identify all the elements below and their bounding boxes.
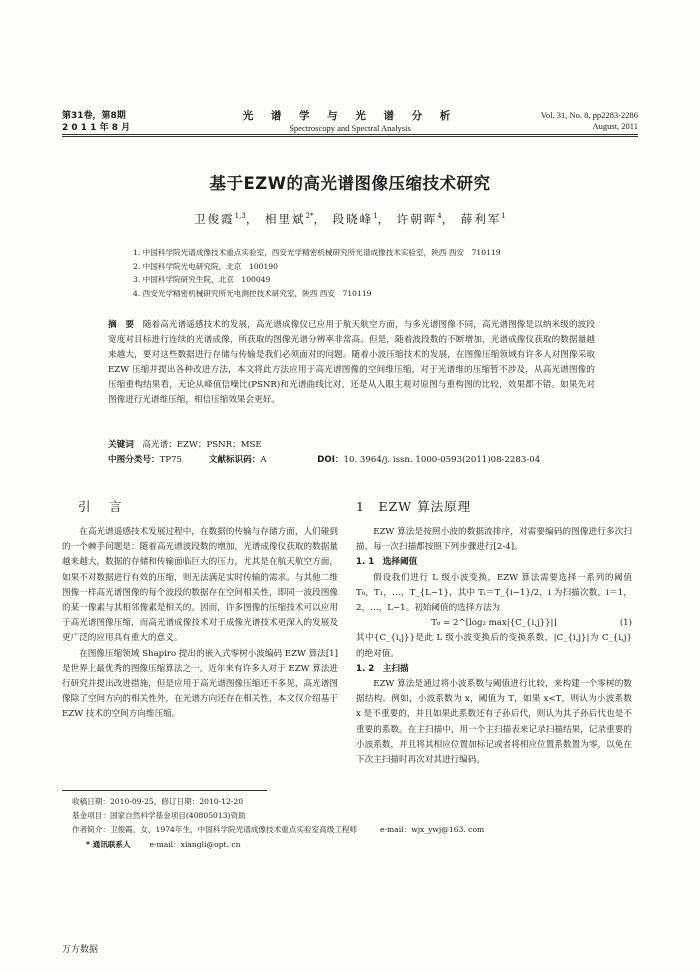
abstract-text: 随着高光谱遥感技术的发展，高光谱成像仪已应用于航天航空方面，与多光谱图像不同，高光谱图像是以纳米级的波段宽度对目标进行连续的光谱成像，所获取的图像光谱分辨率非常高。但是，随着波段数的不断增加，光谱成像仪获取的数据量越来越大，要对这些数据进行存储与传输是我们必须面对的问题。随着小波压缩技术的发展，在图像压缩领域有许多人对图像采取 EZW 压缩并提出各种改进方法，本文将此方法应用于高光谱图像的空间维压缩，对于光谱维的压缩暂不涉及，从高光谱图像的压缩重构结果看，无论从峰值信噪比(PSNR)和光谱曲线比对，还是从人眼主观对原图与重构图的比较，效果都不错。如果先对图像进行光谱维压缩，相信压缩效果会更好。 <box>108 320 595 406</box>
author: 卫俊霞$^{1,3}$ <box>194 212 246 226</box>
footnote-bio <box>72 823 632 837</box>
ezw-paragraph-2: 假设我们进行 L 级小波变换，EZW 算法需要选择一系列的阈值 T₀，T₁，…，T_{L−1}，其中 Tᵢ＝T_{i−1}/2，i 为扫描次数，i＝1，2，…，L−1。初始阈值的选择方法为 <box>356 572 632 614</box>
journal-title-en: Spectroscopy and Spectral Analysis <box>289 123 411 133</box>
affiliation: 3. 中国科学院研究生院，北京 100049 <box>133 275 271 284</box>
affiliation: 2. 中国科学院光电研究院，北京 100190 <box>133 261 278 271</box>
intro-paragraph-2: 在图像压缩领域 Shapiro 提出的嵌入式零树小波编码 EZW 算法[1]是世界上最优秀的图像压缩算法之一。近年来有许多人对于 EZW 算法进行研究并提出改进措施，但是应用于高光谱图像压缩还不多见，高光谱图像除了空间方向的相关性外，在光谱方向还存在相关性，本文仅介绍基于 EZW 技术的空间方向维压缩。 <box>62 648 338 720</box>
author-list: 卫俊霞$^{1,3}$， 相里斌$^{2*}$， 段晓峰$^1$， 许朝晖$^4$， 薛利军$^1$ <box>194 212 506 226</box>
footnote-corresponding-email: e-mail：xiangli@opt. cn <box>149 839 241 849</box>
footnote-received: 收稿日期：2010-09-25，修订日期：2010-12-20 <box>72 797 244 806</box>
author: 许朝晖$^4$ <box>396 212 442 226</box>
ezw-paragraph-3: 其中{C_{i,j}}是此 L 级小波变换后的变换系数，|C_{i,j}|为 C_{i,j} 的绝对值。 <box>356 633 632 659</box>
header-volume <box>62 110 130 134</box>
subsection-threshold: 1. 1 选择阈值 <box>356 557 418 568</box>
header-volume-en: Vol. 31, No. 8, pp2283-2286 <box>540 110 638 120</box>
header-rule-2 <box>62 136 638 137</box>
subsection-main-scan: 1. 2 主扫描 <box>356 663 409 674</box>
section-heading-ezw: 1 EZW 算法原理 <box>356 499 472 514</box>
footnote-bio-email: e-mail：wjx_ywj@163. com <box>379 825 485 835</box>
footnote-corresponding-label: * 通讯联系人 <box>86 839 131 849</box>
left-column <box>62 525 338 723</box>
affiliation: 4. 西安光学精密机械研究所光电测控技术研究室，陕西 西安 710119 <box>133 288 372 298</box>
affiliation: 1. 中国科学院光谱成像技术重点实验室，西安光学精密机械研究所光谱成像技术实验室，陕西 西安 710119 <box>133 248 501 257</box>
equation-1-body: T₀ = 2^⌊log₂ max|{C_{i,j}}|⌋ <box>431 618 557 629</box>
author: 薛利军$^1$ <box>460 212 506 226</box>
author: 段晓峰$^1$ <box>332 212 378 226</box>
footnote-rule <box>62 790 267 791</box>
right-column <box>356 525 632 768</box>
header-date-en: August, 2011 <box>592 121 638 131</box>
affiliations <box>133 246 613 300</box>
keywords-block <box>108 438 595 468</box>
footnote-fund: 基金项目：国家自然科学基金项目(40805013)资助 <box>72 811 246 821</box>
footnotes <box>72 795 632 852</box>
intro-paragraph-1: 在高光谱遥感技术发展过程中，在数据的传输与存储方面，人们碰到的一个棘手问题是：随着高光谱波段数的增加，光谱成像仪获取的数据量越来越大，数据的存储和传输面临巨大的压力，尤其是在航天航空方面，如果不对数据进行有效的压缩，则无法满足实时传输的需求。与其他二维图像一样高光谱图像的每个波段的数据存在空间相关性，即同一波段图像的某一像素与其相邻像素是相关的。因而，许多图像的压缩技术可以应用于高光谱图像压缩，而高光谱成像技术对于成像光谱技术更深入的发展及更广泛的应用具有重大的意义。 <box>62 527 338 644</box>
section-heading-intro: 引 言 <box>78 499 125 514</box>
ezw-paragraph-4: EZW 算法是通过将小波系数与阈值进行比较，来构建一个零树的数据结构。例如，小波系数为 x，阈值为 T，如果 x<T，则认为小波系数 x 是不重要的，并且如果此系数还有子孙后代，则认为其子孙后代也是不重要的系数。在主扫描中，用一个主扫描表来记录扫描结果，记录重要的小波系数，并且将其相应位置加标记或者将相应位置系数置为零，以免在下次主扫描时再次对其进行编码。 <box>356 679 632 766</box>
journal-title-cn: 光 谱 学 与 光 谱 分 析 <box>242 110 458 122</box>
doc-code-value: A <box>260 455 267 465</box>
keywords-label: 关键词 <box>108 440 134 450</box>
clc-value: TP75 <box>159 455 183 465</box>
equation-1-number: (1) <box>619 618 632 629</box>
equation-1 <box>356 616 632 631</box>
header-date-cn: 2 0 1 1 年 8 月 <box>62 123 131 133</box>
doi-label: DOI： <box>317 455 344 465</box>
keywords-line <box>108 438 595 453</box>
abstract <box>108 318 595 409</box>
ezw-paragraph-1: EZW 算法是按照小波的数据流排序，对需要编码的图像进行多次扫描，每一次扫描都按照下列步骤进行[2-4]。 <box>356 527 632 553</box>
classification-line <box>108 453 595 468</box>
abstract-label: 摘 要 <box>108 320 135 330</box>
doc-code-label: 文献标识码： <box>208 455 261 465</box>
header-volume-cn: 第31卷，第8期 <box>62 111 126 121</box>
footnote-bio-text: 作者简介：卫俊霞，女，1974年生，中国科学院光谱成像技术重点实验室高级工程师 <box>72 825 358 835</box>
clc-label: 中图分类号： <box>108 455 160 465</box>
header-issue <box>541 110 638 132</box>
paper-title: 基于EZW的高光谱图像压缩技术研究 <box>209 174 491 193</box>
keywords-text: 高光谱；EZW；PSNR；MSE <box>142 440 262 450</box>
header-rule <box>62 134 638 135</box>
footnote-corresponding <box>72 838 632 852</box>
author: 相里斌$^{2*}$ <box>264 212 314 226</box>
header-journal <box>240 110 460 134</box>
doi-value: 10. 3964/j. issn. 1000-0593(2011)08-2283-04 <box>343 455 541 465</box>
watermark-text: 万方数据 <box>62 945 99 955</box>
